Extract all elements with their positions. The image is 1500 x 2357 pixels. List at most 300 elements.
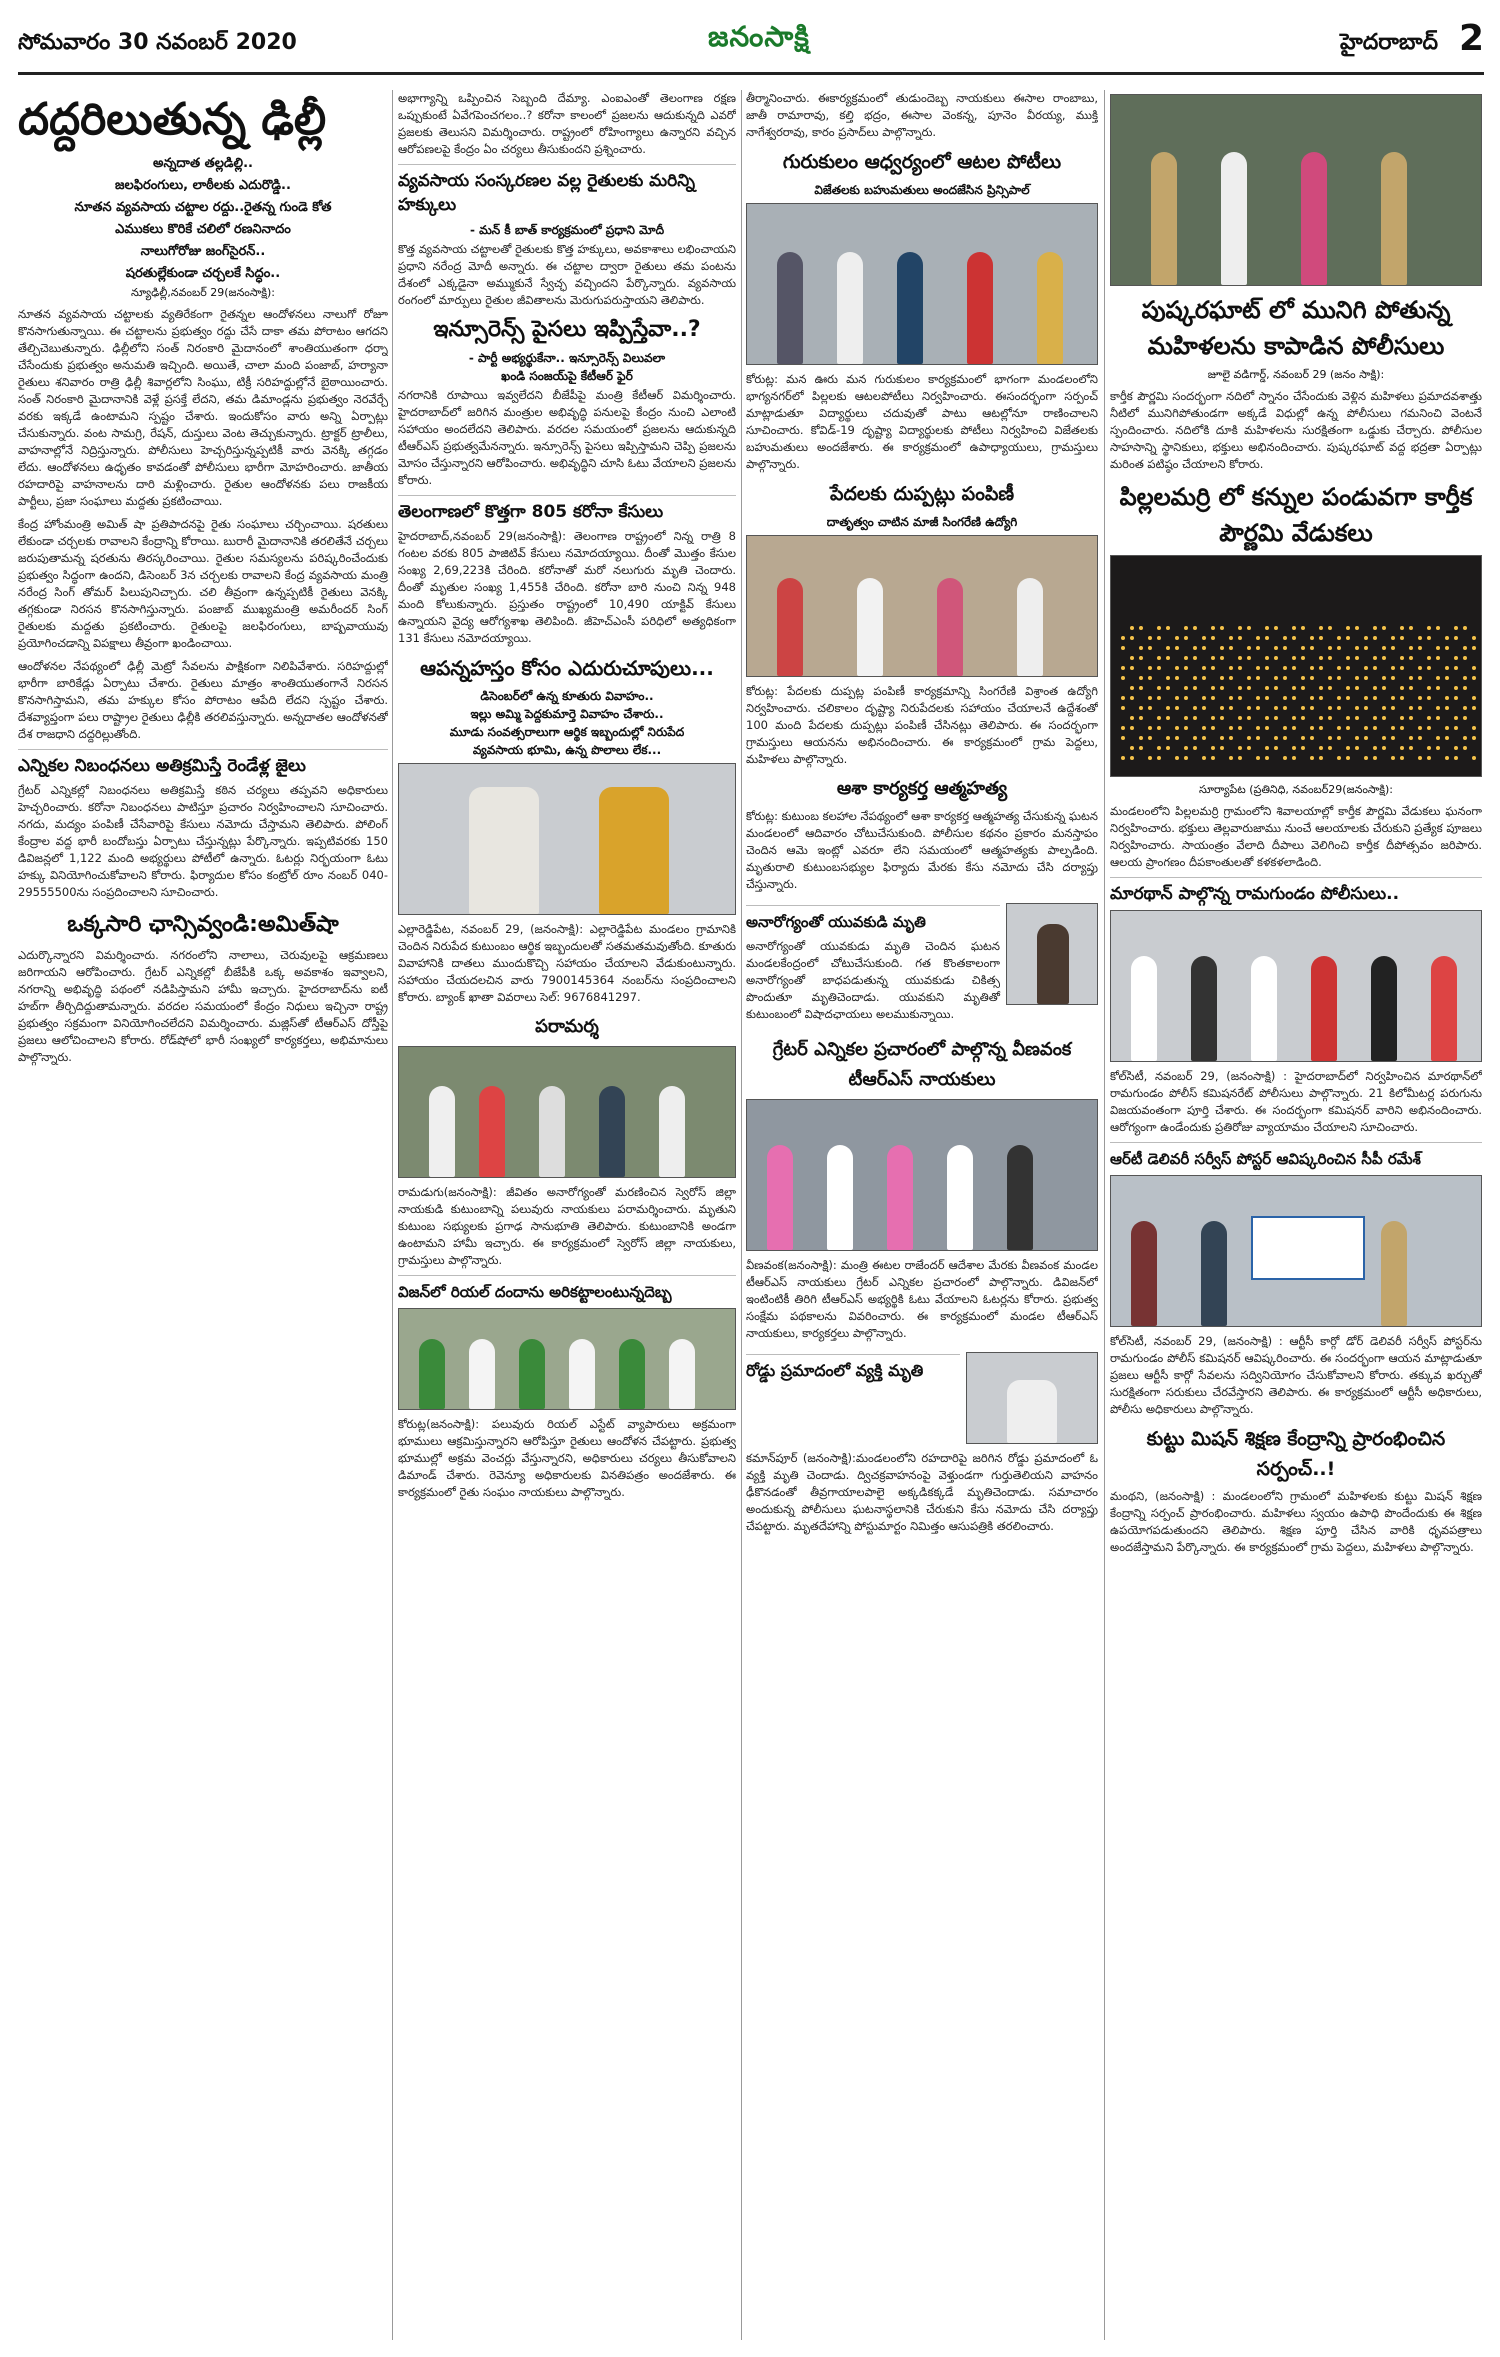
lamp-light bbox=[1238, 696, 1242, 700]
lamp-light bbox=[1166, 736, 1170, 740]
lamp-light bbox=[1292, 636, 1296, 640]
lamp-light bbox=[1382, 676, 1386, 680]
lamp-light bbox=[1310, 706, 1314, 710]
lamp-light bbox=[1319, 656, 1323, 660]
lamp-light bbox=[1202, 726, 1206, 730]
lamp-light bbox=[1292, 656, 1296, 660]
newspaper-logo: జనంసాక్షి bbox=[708, 20, 810, 53]
lead-body: నూతన వ్యవసాయ చట్టాలకు వ్యతిరేకంగా రైతన్నల ఆందోళనలు నాలుగో రోజూ కొనసాగుతున్నాయి. ఈ చట్టాలను ప్రభుత్వం రద్దు చేసే దాకా తమ పోరాటం ఆగదని తేల్చిచెబుతున్నారు. ఢిల్లీలోని సంత్‌ నిరంకారి మైదానంలో శాంతియుతంగా ధర్నా చేసేందుకు ప్రభుత్వం అనుమతి ఇచ్చింది. అయితే, చాలా మంది పంజాబ్‌, హర్యానా రైతులు శనివారం రాత్రి ఢిల్లీ శివార్లలోని సింఘు, టిక్రీ సరిహద్దుల్లోనే బైఠాయించారు. సంత్‌ నిరంకారి మైదానానికి వెళ్లే ప్రసక్తే లేదని, తమ డిమాండ్లను ప్రభుత్వం నెరవేర్చే వరకు ఇక్కడే ఉంటామని స్పష్టం చేశారు. ఇందుకోసం వారు అన్ని ఏర్పాట్లు చేసుకున్నారు. వంట సామగ్రి, రేషన్‌, దుస్తులు వెంట తెచ్చుకున్నారు. ట్రాక్టర్‌ ట్రాలీలు, వాహనాల్లోనే నిద్రిస్తున్నారు. పోలీసులు హెచ్చరిస్తున్నప్పటికీ వారు వెనక్కి తగ్గడం లేదు. ఆందోళనలు ఉధృతం కావడంతో పోలీసులు భారీగా మోహరించారు. జాతీయ రహదారిపై వాహనాలను దారి మళ్లించారు. రైతుల ఆందోళనకు పలు రాజకీయ పార్టీలు, ప్రజా సంఘాలు మద్దతు ప్రకటించాయి. bbox=[18, 307, 388, 508]
lamp-light bbox=[1454, 666, 1458, 670]
person-figure bbox=[1311, 956, 1337, 1061]
lamp-light bbox=[1229, 706, 1233, 710]
article-body: కోల్‌సిటీ, నవంబర్‌ 29, (జనంసాక్షి) : ఆర్టీసీ కార్గో డోర్‌ డెలివరీ సర్వీస్‌ పోస్టర్‌ను రామగుండం పోలీస్‌ కమిషనర్‌ ఆవిష్కరించారు. ఈ సందర్భంగా ఆయన మాట్లాడుతూ ప్రజలు ఆర్టీసీ కార్గో సేవలను సద్వినియోగం చేసుకోవాలని కోరారు. తక్కువ ఖర్చుతో సురక్షితంగా సరుకులు చేరవేస్తారని తెలిపారు. ఈ కార్యక్రమంలో ఆర్టీసీ అధికారులు, పోలీసు అధికారులు పాల్గొన్నారు. bbox=[1110, 1334, 1482, 1416]
lamp-light bbox=[1130, 656, 1134, 660]
article-body: గ్రేటర్‌ ఎన్నికల్లో నిబంధనలు అతిక్రమిస్తే కఠిన చర్యలు తప్పవని అధికారులు హెచ్చరించారు. కరోనా నిబంధనలు పాటిస్తూ ప్రచారం నిర్వహించాలని సూచించారు. నగదు, మద్యం పంపిణీ చేసేవారిపై కేసులు నమోదు చేస్తామని తెలిపారు. పోలింగ్‌ కేంద్రాల వద్ద భారీ బందోబస్తు ఏర్పాటు చేస్తున్నట్లు పేర్కొన్నారు. ఇప్పటివరకు 150 డివిజన్లలో 1,122 మంది అభ్యర్థులు పోటీలో ఉన్నారు. ఓటర్లు నిర్భయంగా ఓటు హక్కు వినియోగించుకోవాలని కోరారు. ఫిర్యాదుల కోసం కంట్రోల్‌ రూం నంబర్‌ 040-29555500ను సంప్రదించాలని సూచించారు. bbox=[18, 783, 388, 899]
article-headline: ఒక్కసారి ఛాన్సివ్వండి:అమిత్‌షా bbox=[67, 912, 339, 937]
lamp-light bbox=[1193, 706, 1197, 710]
lamp-light bbox=[1436, 686, 1440, 690]
lamp-light bbox=[1472, 706, 1476, 710]
lamp-light bbox=[1265, 626, 1269, 630]
lamp-light bbox=[1211, 686, 1215, 690]
lamp-light bbox=[1427, 696, 1431, 700]
lamp-light bbox=[1436, 656, 1440, 660]
person-figure bbox=[887, 1145, 913, 1250]
lamp-light bbox=[1346, 696, 1350, 700]
lamp-light bbox=[1130, 716, 1134, 720]
article-body: వీణవంక(జనంసాక్షి): మంత్రి ఈటల రాజేందర్‌ ఆదేశాల మేరకు వీణవంక మండల టీఆర్‌ఎస్‌ నాయకులు గ్రేటర్‌ ఎన్నికల ప్రచారంలో పాల్గొన్నారు. డివిజన్‌లో ఇంటింటికీ తిరిగి టీఆర్‌ఎస్‌ అభ్యర్థికి ఓటు వేయాలని ఓటర్లను కోరారు. ప్రభుత్వ సంక్షేమ పథకాలను వివరించారు. ఈ కార్యక్రమంలో మండల టీఆర్‌ఎస్‌ నాయకులు, కార్యకర్తలు పాల్గొన్నారు. bbox=[746, 1258, 1098, 1340]
obituary-row bbox=[746, 899, 1098, 1029]
lamp-light bbox=[1238, 626, 1242, 630]
lamp-light bbox=[1283, 666, 1287, 670]
person-figure bbox=[777, 252, 803, 364]
lamp-light bbox=[1463, 736, 1467, 740]
lamp-light bbox=[1319, 746, 1323, 750]
lamp-light bbox=[1175, 666, 1179, 670]
lamp-light bbox=[1418, 696, 1422, 700]
lamp-light bbox=[1463, 746, 1467, 750]
lamp-light bbox=[1184, 716, 1188, 720]
article-body: తీర్మానించారు. ఈకార్యక్రమంలో తుడుందెబ్బ నాయకులు ఈసాల రాంబాబు, జాతీ రామారావు, కల్తి భద్రం, ఈసాల వెంకన్న, పూనెం వీరయ్య, ముక్తి నాగేశ్వరరావు, కారం ప్రసాద్‌లు పాల్గొన్నారు. bbox=[746, 91, 1098, 139]
lamp-light bbox=[1346, 726, 1350, 730]
person-figure bbox=[1431, 956, 1457, 1061]
lamp-light bbox=[1310, 736, 1314, 740]
lamp-light bbox=[1283, 726, 1287, 730]
lamp-light bbox=[1355, 716, 1359, 720]
lamp-light bbox=[1373, 696, 1377, 700]
youth-portrait bbox=[1006, 903, 1098, 1005]
article-headline: గ్రేటర్‌ ఎన్నికల ప్రచారంలో పాల్గొన్న వీణవంక టీఆర్‌ఎస్‌ నాయకులు bbox=[772, 1039, 1072, 1090]
lamp-light bbox=[1256, 756, 1260, 760]
column-divider bbox=[392, 90, 393, 2340]
person-figure bbox=[1037, 924, 1069, 1004]
lamp-light bbox=[1337, 696, 1341, 700]
lamp-light bbox=[1220, 626, 1224, 630]
lamp-light bbox=[1364, 756, 1368, 760]
lamp-light bbox=[1346, 656, 1350, 660]
protest-photo bbox=[398, 1308, 736, 1410]
lamp-light bbox=[1463, 626, 1467, 630]
lamp-light bbox=[1328, 686, 1332, 690]
article-headline: ఆర్‌టీ డెలివరీ సర్వీస్‌ పోస్టర్‌ ఆవిష్కరించిన సీపీ రమేశ్‌ bbox=[1110, 1142, 1482, 1171]
marathon-photo bbox=[1110, 910, 1482, 1062]
lamp-light bbox=[1400, 656, 1404, 660]
person-figure bbox=[947, 1145, 973, 1250]
article-headline: పుష్కరఘాట్‌ లో మునిగి పోతున్న మహిళలను కాపాడిన పోలీసులు bbox=[1141, 296, 1451, 360]
lamp-light bbox=[1436, 646, 1440, 650]
lamp-light bbox=[1247, 656, 1251, 660]
lamp-light bbox=[1292, 626, 1296, 630]
lamp-light bbox=[1337, 666, 1341, 670]
lamp-light bbox=[1175, 636, 1179, 640]
lamp-light bbox=[1301, 746, 1305, 750]
lamp-light bbox=[1355, 736, 1359, 740]
person-figure bbox=[827, 1145, 853, 1250]
lamp-light bbox=[1220, 736, 1224, 740]
person-figure bbox=[469, 1339, 495, 1409]
lamp-light bbox=[1184, 756, 1188, 760]
lamp-light bbox=[1454, 726, 1458, 730]
lamp-light bbox=[1247, 676, 1251, 680]
lamp-light bbox=[1184, 636, 1188, 640]
lamp-light bbox=[1283, 676, 1287, 680]
lamp-light bbox=[1454, 756, 1458, 760]
lamp-light bbox=[1166, 656, 1170, 660]
lamp-light bbox=[1175, 706, 1179, 710]
lamp-light bbox=[1229, 646, 1233, 650]
blanket-distribution-photo bbox=[746, 535, 1098, 677]
lamp-light bbox=[1463, 646, 1467, 650]
lamp-light bbox=[1184, 656, 1188, 660]
lamp-light bbox=[1328, 646, 1332, 650]
lamp-light bbox=[1427, 756, 1431, 760]
lamp-light bbox=[1274, 626, 1278, 630]
article-headline: ఆపన్నహస్తం కోసం ఎదురుచూపులు... bbox=[420, 656, 714, 680]
lamp-light bbox=[1139, 746, 1143, 750]
lead-body: కేంద్ర హోంమంత్రి అమిత్‌ షా ప్రతిపాదనపై రైతు సంఘాలు చర్చించాయి. షరతులు లేకుండా చర్చలకు రావాలని కేంద్రాన్ని కోరాయి. బురారీ మైదానానికి తరలితేనే చర్చలు జరుపుతామన్న షరతును తిరస్కరించాయి. రైతుల సమస్యలను పరిష్కరించేందుకు ప్రభుత్వం సిద్ధంగా ఉందని, డిసెంబర్‌ 3న చర్చలకు రావాలని కేంద్ర వ్యవసాయ మంత్రి నరేంద్ర సింగ్‌ తోమర్‌ పిలుపునిచ్చారు. చలి తీవ్రంగా ఉన్నప్పటికీ రైతులు వెనక్కి తగ్గకుండా నిరసన కొనసాగిస్తున్నారు. పంజాబ్‌ ముఖ్యమంత్రి అమరీందర్‌ సింగ్‌ రైతులకు మద్దతు ప్రకటించారు. రైతులపై జలఫిరంగులు, బాష్పవాయువు ప్రయోగించడాన్ని విపక్షాలు తీవ్రంగా ఖండించాయి. bbox=[18, 517, 388, 650]
person-figure bbox=[1251, 956, 1277, 1061]
lamp-light bbox=[1184, 686, 1188, 690]
article-headline: పరామర్శ bbox=[535, 1016, 599, 1037]
lamp-light bbox=[1292, 696, 1296, 700]
lamp-light bbox=[1265, 746, 1269, 750]
lamp-light bbox=[1355, 686, 1359, 690]
lamp-light bbox=[1382, 736, 1386, 740]
lamp-light bbox=[1202, 666, 1206, 670]
lamp-light bbox=[1472, 736, 1476, 740]
lamp-light bbox=[1148, 676, 1152, 680]
article-body: కార్తీక పౌర్ణమి సందర్భంగా నదిలో స్నానం చేసేందుకు వెళ్లిన మహిళలు ప్రమాదవశాత్తు నీటిలో మునిగిపోతుండగా అక్కడే విధుల్లో ఉన్న పోలీసులు గమనించి వెంటనే స్పందించారు. నదిలోకి దూకి మహిళలను సురక్షితంగా ఒడ్డుకు చేర్చారు. పోలీసుల సాహసాన్ని స్థానికులు, భక్తులు అభినందించారు. పుష్కరఘాట్‌ వద్ద భద్రతా ఏర్పాట్లు మరింత పటిష్ఠం చేయాలని కోరారు. bbox=[1110, 389, 1482, 471]
lamp-light bbox=[1157, 716, 1161, 720]
lamp-light bbox=[1193, 626, 1197, 630]
article-headline: గురుకులం ఆధ్వర్యంలో ఆటల పోటీలు bbox=[782, 151, 1062, 173]
lamp-light bbox=[1283, 636, 1287, 640]
lamp-light bbox=[1391, 646, 1395, 650]
lamp-light bbox=[1436, 676, 1440, 680]
lamp-light bbox=[1418, 676, 1422, 680]
lamp-light bbox=[1382, 656, 1386, 660]
lamp-light bbox=[1319, 726, 1323, 730]
article-body: అనారోగ్యంతో యువకుడు మృతి చెందిన ఘటన మండలకేంద్రంలో చోటుచేసుకుంది. గత కొంతకాలంగా అనారోగ్యంతో బాధపడుతున్న యువకుడు చికిత్స పొందుతూ మృతిచెందాడు. యువకుని మృతితో కుటుంబంలో విషాదఛాయలు అలముకున్నాయి. bbox=[746, 939, 1000, 1021]
lamp-light bbox=[1175, 646, 1179, 650]
article-headline: మారథాన్‌ పాల్గొన్న రామగుండం పోలీసులు.. bbox=[1110, 877, 1482, 906]
lamp-light bbox=[1283, 736, 1287, 740]
lamp-light bbox=[1400, 716, 1404, 720]
lamp-light bbox=[1355, 646, 1359, 650]
lamp-light bbox=[1400, 636, 1404, 640]
article-body: కోరుట్ల: కుటుంబ కలహాల నేపథ్యంలో ఆశా కార్యకర్త ఆత్మహత్య చేసుకున్న ఘటన మండలంలో ఆదివారం చోటుచేసుకుంది. పోలీసుల కథనం ప్రకారం మనస్తాపం చెందిన ఆమె ఇంట్లో ఎవరూ లేని సమయంలో ఆత్మహత్యకు పాల్పడింది. మృతురాలి కుటుంబసభ్యుల ఫిర్యాదు మేరకు కేసు నమోదు చేసి దర్యాప్తు చేస్తున్నారు. bbox=[746, 809, 1098, 891]
lamp-light bbox=[1220, 656, 1224, 660]
lamp-light bbox=[1175, 676, 1179, 680]
lamp-light bbox=[1247, 746, 1251, 750]
accident-row bbox=[746, 1348, 1098, 1450]
lamp-light bbox=[1391, 696, 1395, 700]
lamp-light bbox=[1472, 726, 1476, 730]
lamp-light bbox=[1310, 636, 1314, 640]
lamp-light bbox=[1364, 666, 1368, 670]
cargo-poster bbox=[1251, 1216, 1365, 1280]
lamp-light bbox=[1418, 646, 1422, 650]
article-headline: ఎన్నికల నిబంధనలు అతిక్రమిస్తే రెండేళ్ల జైలు bbox=[18, 749, 388, 778]
lamp-light bbox=[1157, 726, 1161, 730]
lamp-light bbox=[1130, 626, 1134, 630]
lamp-light bbox=[1391, 736, 1395, 740]
lamp-light bbox=[1454, 636, 1458, 640]
lamp-light bbox=[1256, 636, 1260, 640]
lamp-light bbox=[1175, 696, 1179, 700]
lamp-light bbox=[1337, 756, 1341, 760]
lamp-light bbox=[1166, 746, 1170, 750]
lamp-light bbox=[1337, 706, 1341, 710]
lamp-light bbox=[1274, 646, 1278, 650]
person-figure bbox=[569, 1339, 595, 1409]
article-headline: ఇన్సూరెన్స్‌ పైసలు ఇప్పిస్తేవా..? bbox=[433, 317, 701, 342]
lamp-light bbox=[1274, 716, 1278, 720]
lamp-light bbox=[1427, 716, 1431, 720]
person-figure bbox=[1301, 152, 1327, 285]
poster-launch-photo bbox=[1110, 1175, 1482, 1327]
lamp-light bbox=[1337, 726, 1341, 730]
article-headline: పేదలకు దుప్పట్లు పంపిణీ bbox=[829, 483, 1015, 505]
lamp-light bbox=[1319, 696, 1323, 700]
lamp-light bbox=[1247, 686, 1251, 690]
lamp-light bbox=[1166, 626, 1170, 630]
lamp-light bbox=[1400, 686, 1404, 690]
lamp-light bbox=[1148, 706, 1152, 710]
lamp-light bbox=[1328, 676, 1332, 680]
lamp-light bbox=[1130, 696, 1134, 700]
lamp-light bbox=[1328, 746, 1332, 750]
person-figure bbox=[897, 252, 923, 364]
person-figure bbox=[1221, 152, 1247, 285]
person-figure bbox=[429, 1086, 455, 1177]
lamp-light bbox=[1436, 706, 1440, 710]
lamp-light bbox=[1130, 746, 1134, 750]
lamp-light bbox=[1454, 626, 1458, 630]
lamp-light bbox=[1310, 696, 1314, 700]
lamp-light bbox=[1157, 636, 1161, 640]
lamp-light bbox=[1400, 746, 1404, 750]
lamp-light bbox=[1139, 716, 1143, 720]
lamp-light bbox=[1301, 736, 1305, 740]
issue-date: సోమవారం 30 నవంబర్ 2020 bbox=[18, 30, 297, 55]
lamp-light bbox=[1409, 686, 1413, 690]
article-body: రామడుగు(జనంసాక్షి): జీవితం అనారోగ్యంతో మరణించిన స్వెరోస్‌ జిల్లా నాయకుడి కుటుంబాన్ని పలువురు నాయకులు పరామర్శించారు. మృతుని కుటుంబ సభ్యులకు ప్రగాఢ సానుభూతి తెలిపారు. కుటుంబానికి అండగా ఉంటామని హామీ ఇచ్చారు. ఈ కార్యక్రమంలో స్వెరోస్‌ జిల్లా నాయకులు, గ్రామస్తులు పాల్గొన్నారు. bbox=[398, 1185, 736, 1267]
lamp-light bbox=[1121, 756, 1125, 760]
article-kicker: దాతృత్వం చాటిన మాజీ సింగరేణి ఉద్యోగి bbox=[826, 515, 1018, 529]
lamp-light bbox=[1472, 666, 1476, 670]
person-figure bbox=[767, 1145, 793, 1250]
lamp-light bbox=[1121, 696, 1125, 700]
article-headline: కుట్టు మిషన్‌ శిక్షణ కేంద్రాన్ని ప్రారంభించిన సర్పంచ్‌..! bbox=[1146, 1428, 1446, 1480]
lamp-light bbox=[1211, 656, 1215, 660]
lamp-light bbox=[1382, 746, 1386, 750]
lamp-light bbox=[1310, 666, 1314, 670]
lead-body: ఆందోళనల నేపథ్యంలో ఢిల్లీ మెట్రో సేవలను పాక్షికంగా నిలిపివేశారు. సరిహద్దుల్లో భారీగా బారికేడ్లు ఏర్పాటు చేశారు. రైతులు మాత్రం శాంతియుతంగానే నిరసన కొనసాగిస్తామని, తమ హక్కుల కోసం పోరాటం ఆపేది లేదని స్పష్టం చేశారు. దేశవ్యాప్తంగా పలు రాష్ట్రాల రైతులు ఢిల్లీకి తరలివస్తున్నారు. అన్నదాతల ఆందోళనతో దేశ రాజధాని దద్దరిల్లుతోంది. bbox=[18, 659, 388, 741]
lamp-light bbox=[1346, 716, 1350, 720]
lamp-light bbox=[1202, 676, 1206, 680]
lamp-light bbox=[1220, 746, 1224, 750]
lamp-light bbox=[1400, 726, 1404, 730]
lamp-light bbox=[1319, 686, 1323, 690]
lamp-light bbox=[1247, 736, 1251, 740]
lamp-light bbox=[1265, 756, 1269, 760]
person-figure bbox=[479, 1086, 505, 1177]
lead-subheading: నాలుగోరోజు జంగ్‌సైరన్‌.. bbox=[140, 244, 266, 259]
lamp-light bbox=[1346, 756, 1350, 760]
lamp-light bbox=[1328, 706, 1332, 710]
lamp-light bbox=[1445, 636, 1449, 640]
lamp-light bbox=[1310, 756, 1314, 760]
lamp-light bbox=[1265, 696, 1269, 700]
lamp-light bbox=[1409, 646, 1413, 650]
lamp-light bbox=[1202, 646, 1206, 650]
lamp-light bbox=[1193, 716, 1197, 720]
column-3 bbox=[746, 90, 1098, 2340]
masthead-rule bbox=[18, 72, 1484, 75]
lamp-light bbox=[1121, 736, 1125, 740]
lamp-light bbox=[1166, 686, 1170, 690]
lamp-light bbox=[1391, 726, 1395, 730]
article-body: హైదరాబాద్‌,నవంబర్‌ 29(జనంసాక్షి): తెలంగాణ రాష్ట్రంలో నిన్న రాత్రి 8 గంటల వరకు 805 పాజిటివ్‌ కేసులు నమోదయ్యాయి. దీంతో మొత్తం కేసుల సంఖ్య 2,69,223కి చేరింది. కరోనాతో మరో నలుగురు మృతి చెందారు. దీంతో మృతుల సంఖ్య 1,455కి చేరింది. కరోనా బారి నుంచి నిన్న 948 మంది కోలుకున్నారు. ప్రస్తుతం రాష్ట్రంలో 10,490 యాక్టివ్‌ కేసులు ఉన్నాయని వైద్య ఆరోగ్యశాఖ తెలిపింది. జీహెచ్‌ఎంసీ పరిధిలో అత్యధికంగా 131 కేసులు నమోదయ్యాయి. bbox=[398, 529, 736, 645]
lamp-light bbox=[1436, 626, 1440, 630]
lamp-light bbox=[1202, 696, 1206, 700]
person-figure bbox=[857, 578, 883, 676]
lamp-light bbox=[1274, 676, 1278, 680]
lamp-light bbox=[1445, 756, 1449, 760]
lamp-light bbox=[1157, 686, 1161, 690]
article-body: కోరుట్ల: మన ఊరు మన గురుకులం కార్యక్రమంలో భాగంగా మండలంలోని భాగ్యనగర్‌లో పిల్లలకు ఆటలపోటీలు నిర్వహించారు. ఈసందర్భంగా సర్పంచ్‌ మాట్లాడుతూ విద్యార్థులు చదువుతో పాటు ఆటల్లోనూ రాణించాలని సూచించారు. కోవిడ్‌-19 దృష్ట్యా విద్యార్థులకు పోటీలు నిర్వహించి విజేతలకు బహుమతులు అందజేశారు. ఈ కార్యక్రమంలో ఉపాధ్యాయులు, గ్రామస్తులు పాల్గొన్నారు. bbox=[746, 372, 1098, 471]
lamp-light bbox=[1400, 756, 1404, 760]
person-figure bbox=[619, 1339, 645, 1409]
lamp-light bbox=[1373, 726, 1377, 730]
article-body: కొత్త వ్యవసాయ చట్టాలతో రైతులకు కొత్త హక్కులు, అవకాశాలు లభించాయని ప్రధాని నరేంద్ర మోదీ అన్నారు. ఈ చట్టాల ద్వారా రైతులు తమ పంటను దేశంలో ఎక్కడైనా అమ్ముకునే స్వేచ్ఛ వచ్చిందని పేర్కొన్నారు. వ్యవసాయ రంగంలో మార్పులు రైతుల జీవితాలను మెరుగుపరుస్తాయని తెలిపారు. bbox=[398, 242, 736, 307]
lamp-light bbox=[1202, 756, 1206, 760]
lamp-light bbox=[1364, 706, 1368, 710]
lamp-light bbox=[1373, 716, 1377, 720]
lamp-light bbox=[1409, 706, 1413, 710]
lamp-light bbox=[1283, 756, 1287, 760]
lamp-light bbox=[1373, 626, 1377, 630]
lamp-light bbox=[1166, 716, 1170, 720]
lamp-light bbox=[1238, 756, 1242, 760]
lamp-light bbox=[1409, 656, 1413, 660]
lamp-light bbox=[1319, 716, 1323, 720]
lamp-light bbox=[1382, 716, 1386, 720]
lamp-light bbox=[1274, 686, 1278, 690]
lamp-light bbox=[1130, 636, 1134, 640]
lamp-light bbox=[1409, 676, 1413, 680]
lamp-light bbox=[1409, 736, 1413, 740]
lamp-light bbox=[1337, 736, 1341, 740]
lamp-light bbox=[1355, 656, 1359, 660]
lamp-light bbox=[1148, 736, 1152, 740]
lamp-light bbox=[1283, 646, 1287, 650]
lamp-light bbox=[1139, 706, 1143, 710]
lamp-light bbox=[1184, 666, 1188, 670]
lamp-light bbox=[1400, 696, 1404, 700]
lamp-light bbox=[1292, 666, 1296, 670]
article-kicker: డిసెంబర్‌లో ఉన్న కూతురు వివాహం.. ఇల్లు అమ్మి పెద్దకుమార్తె వివాహం చేశారు.. మూడు సంవత్సరాలుగా ఆర్థిక ఇబ్బందుల్లో నిరుపేద వ్యవసాయ భూమి, ఉన్న పొలాలు లేక... bbox=[449, 689, 685, 757]
column-2 bbox=[398, 90, 736, 2340]
lamp-light bbox=[1274, 656, 1278, 660]
lamp-light bbox=[1256, 646, 1260, 650]
person-figure bbox=[1131, 956, 1157, 1061]
lamp-light bbox=[1346, 686, 1350, 690]
lamp-light bbox=[1445, 706, 1449, 710]
lamp-light bbox=[1310, 646, 1314, 650]
lamp-light bbox=[1364, 646, 1368, 650]
person-figure bbox=[777, 578, 803, 676]
couple-photo bbox=[398, 763, 736, 915]
lamp-light bbox=[1355, 676, 1359, 680]
lamp-light bbox=[1121, 726, 1125, 730]
person-figure bbox=[419, 1339, 445, 1409]
lamp-light bbox=[1301, 686, 1305, 690]
lamp-light bbox=[1211, 626, 1215, 630]
lamp-light bbox=[1238, 656, 1242, 660]
lamp-light bbox=[1391, 756, 1395, 760]
lamp-light bbox=[1319, 626, 1323, 630]
lamp-light bbox=[1301, 706, 1305, 710]
lamp-light bbox=[1247, 646, 1251, 650]
lamp-light bbox=[1301, 656, 1305, 660]
lamp-light bbox=[1472, 676, 1476, 680]
lamp-light bbox=[1337, 646, 1341, 650]
lamp-light bbox=[1454, 686, 1458, 690]
lamp-light bbox=[1175, 736, 1179, 740]
campaign-photo bbox=[746, 1099, 1098, 1251]
lamp-light bbox=[1193, 676, 1197, 680]
article-kicker: - పార్టీ అభ్యర్థుకేనా.. ఇన్సూరెన్స్‌ విలువలా ఖండి సంజయ్‌పై కేటీఆర్‌ ఫైర్‌ bbox=[468, 351, 666, 383]
lamp-light bbox=[1256, 736, 1260, 740]
lamp-light bbox=[1121, 706, 1125, 710]
article-body: ఎల్లారెడ్డిపేట, నవంబర్‌ 29, (జనంసాక్షి): ఎల్లారెడ్డిపేట మండలం గ్రామానికి చెందిన నిరుపేద కుటుంబం ఆర్థిక ఇబ్బందులతో సతమతమవుతోంది. కూతురు వివాహానికి దాతలు ముందుకొచ్చి సహాయం చేయాలని వేడుకుంటున్నారు. సహాయం చేయదలచిన వారు 7900145364 నంబర్‌ను సంప్రదించాలని కోరారు. బ్యాంక్‌ ఖాతా వివరాలు సెల్‌: 9676841297. bbox=[398, 922, 736, 1004]
lamp-light bbox=[1454, 696, 1458, 700]
lamp-light bbox=[1427, 686, 1431, 690]
lead-dateline: న్యూఢిల్లీ,నవంబర్‌ 29(జనంసాక్షి): bbox=[131, 286, 275, 299]
person-figure bbox=[1151, 152, 1177, 285]
person-figure bbox=[669, 1339, 695, 1409]
lamp-light bbox=[1265, 656, 1269, 660]
lamp-light bbox=[1256, 696, 1260, 700]
lamp-light bbox=[1400, 626, 1404, 630]
lamp-light bbox=[1346, 746, 1350, 750]
rescue-photo bbox=[1110, 94, 1482, 286]
person-figure bbox=[599, 1086, 625, 1177]
lamp-light bbox=[1319, 666, 1323, 670]
lamp-light bbox=[1364, 636, 1368, 640]
lamp-light bbox=[1148, 696, 1152, 700]
lamp-light bbox=[1427, 666, 1431, 670]
person-figure bbox=[469, 787, 539, 915]
lamp-light bbox=[1157, 746, 1161, 750]
lamp-light bbox=[1121, 676, 1125, 680]
lamp-light bbox=[1175, 726, 1179, 730]
lamp-light bbox=[1238, 716, 1242, 720]
article-headline: రోడ్డు ప్రమాదంలో వ్యక్తి మృతి bbox=[746, 1354, 960, 1383]
lamp-light bbox=[1211, 696, 1215, 700]
lamp-light bbox=[1427, 636, 1431, 640]
lamp-light bbox=[1418, 636, 1422, 640]
lamp-light bbox=[1256, 706, 1260, 710]
column-1 bbox=[18, 90, 388, 2340]
lamp-light bbox=[1274, 736, 1278, 740]
visit-photo bbox=[398, 1046, 736, 1178]
lead-headline: దద్దరిలుతున్న ఢిల్లీ bbox=[18, 94, 327, 145]
sports-prize-photo bbox=[746, 203, 1098, 365]
article-body: మండలంలోని పిల్లలమర్రి గ్రామంలోని శివాలయాల్లో కార్తీక పౌర్ణమి వేడుకలు ఘనంగా నిర్వహించారు. భక్తులు తెల్లవారుజాము నుంచే ఆలయాలకు చేరుకుని ప్రత్యేక పూజలు నిర్వహించారు. సాయంత్రం వేలాది దీపాలు వెలిగించి కార్తీక దీపోత్సవం జరిపారు. ఆలయ ప్రాంగణం దీపకాంతులతో కళకళలాడింది. bbox=[1110, 804, 1482, 869]
lamp-light bbox=[1211, 726, 1215, 730]
